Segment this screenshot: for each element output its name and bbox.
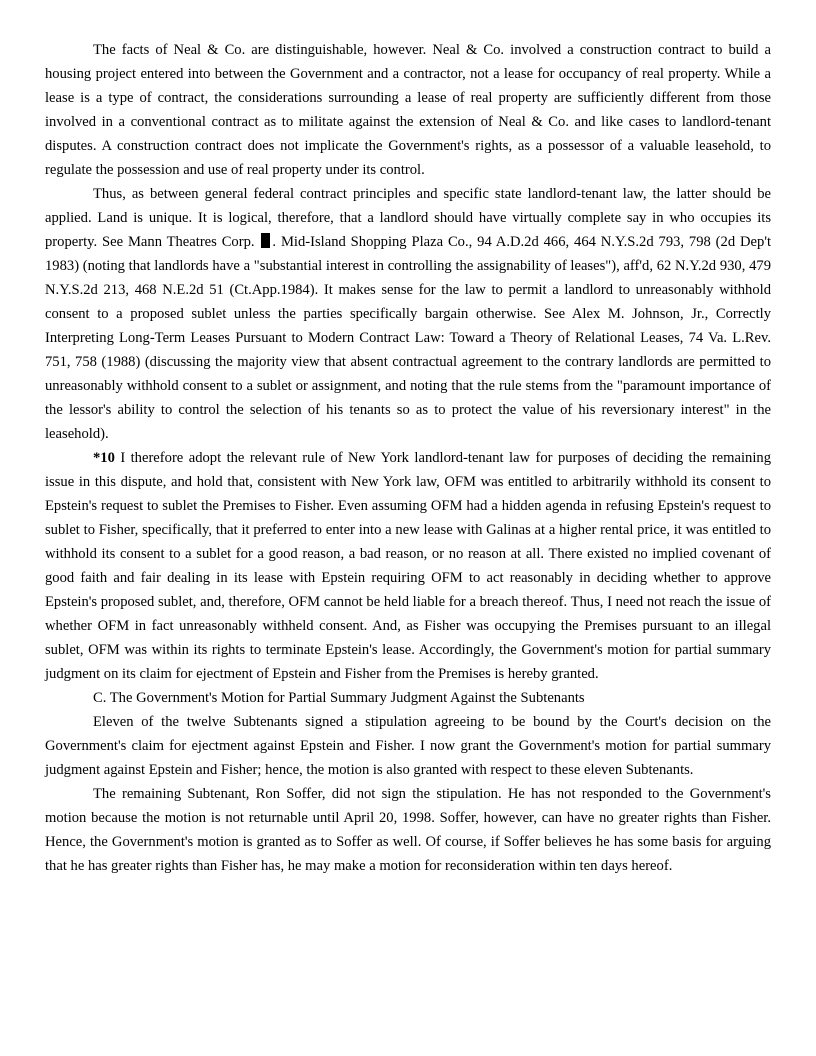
paragraph-landlord-tenant-law [45,182,771,446]
section-heading-subtenants: C. The Government's Motion for Partial Summary Judgment Against the Subtenants [93,690,585,706]
paragraph-text-before-redaction: Thus, as between general federal contract principles and specific state landlord-tenant law, the latter should be applied. Land is unique. It is logical, therefore, that a landlord should have virtually complete say in who occupies its property. See Mann Theatres Corp. [45,186,771,250]
redaction-mark [261,233,270,248]
paragraph-soffer: The remaining Subtenant, Ron Soffer, did not sign the stipulation. He has not responded to the Government's motion because the motion is not returnable until April 20, 1998. Soffer, however, can have no greater rights than Fisher. Hence, the Government's motion is granted as to Soffer as well. Of course, if Soffer believes he has some basis for arguing that he has greater rights than Fisher has, he may make a motion for reconsideration within ten days hereof. [45,786,771,874]
document-page [45,38,771,878]
paragraph-eleven-subtenants: Eleven of the twelve Subtenants signed a stipulation agreeing to be bound by the Court's decision on the Government's claim for ejectment against Epstein and Fisher. I now grant the Government's motion for partial summary judgment against Epstein and Fisher; hence, the motion is also granted with respect to these eleven Subtenants. [45,714,771,778]
star-page-marker: *10 [93,450,115,466]
paragraph-holding-text: I therefore adopt the relevant rule of New York landlord-tenant law for purposes of deciding the remaining issue in this dispute, and hold that, consistent with New York law, OFM was entitled to arbitrarily withhold its consent to Epstein's request to sublet the Premises to Fisher. Even assuming OFM had a hidden agenda in refusing Epstein's request to sublet to Fisher, specifically, that it preferred to enter into a new lease with Galinas at a higher rental price, it was entitled to withhold its consent to a sublet for a good reason, a bad reason, or no reason at all. There existed no implied covenant of good faith and fair dealing in its lease with Epstein requiring OFM to act reasonably in deciding whether to approve Epstein's proposed sublet, and, therefore, OFM cannot be held liable for a breach thereof. Thus, I need not reach the issue of whether OFM in fact unreasonably withheld consent. And, as Fisher was occupying the Premises pursuant to an illegal sublet, OFM was within its rights to terminate Epstein's lease. Accordingly, the Government's motion for partial summary judgment on its claim for ejectment of Epstein and Fisher from the Premises is hereby granted. [45,450,771,682]
paragraph-holding [45,446,771,686]
paragraph-neal-distinguishable: The facts of Neal & Co. are distinguishable, however. Neal & Co. involved a construction contract to build a housing project entered into between the Government and a contractor, not a lease for occupancy of real property. While a lease is a type of contract, the considerations surrounding a lease of real property are sufficiently different from those involved in a conventional contract as to militate against the extension of Neal & Co. and like cases to landlord-tenant disputes. A construction contract does not implicate the Government's rights, as a possessor of a valuable leasehold, to regulate the possession and use of real property under its control. [45,42,771,178]
paragraph-text-after-redaction: . Mid-Island Shopping Plaza Co., 94 A.D.2d 466, 464 N.Y.S.2d 793, 798 (2d Dep't 1983) (noting that landlords have a "substantial interest in controlling the assignability of leases"), aff'd, 62 N.Y.2d 930, 479 N.Y.S.2d 213, 468 N.E.2d 51 (Ct.App.1984). It makes sense for the law to permit a landlord to unreasonably withhold consent to a proposed sublet unless the parties specifically bargain otherwise. See Alex M. Johnson, Jr., Correctly Interpreting Long-Term Leases Pursuant to Modern Contract Law: Toward a Theory of Relational Leases, 74 Va. L.Rev. 751, 758 (1988) (discussing the majority view that absent contractual agreement to the contrary landlords are permitted to unreasonably withhold consent to a sublet or assignment, and noting that the rule stems from the "paramount importance of the lessor's ability to control the selection of his tenants so as to protect the value of his reversionary interest" in the leasehold). [45,234,771,442]
